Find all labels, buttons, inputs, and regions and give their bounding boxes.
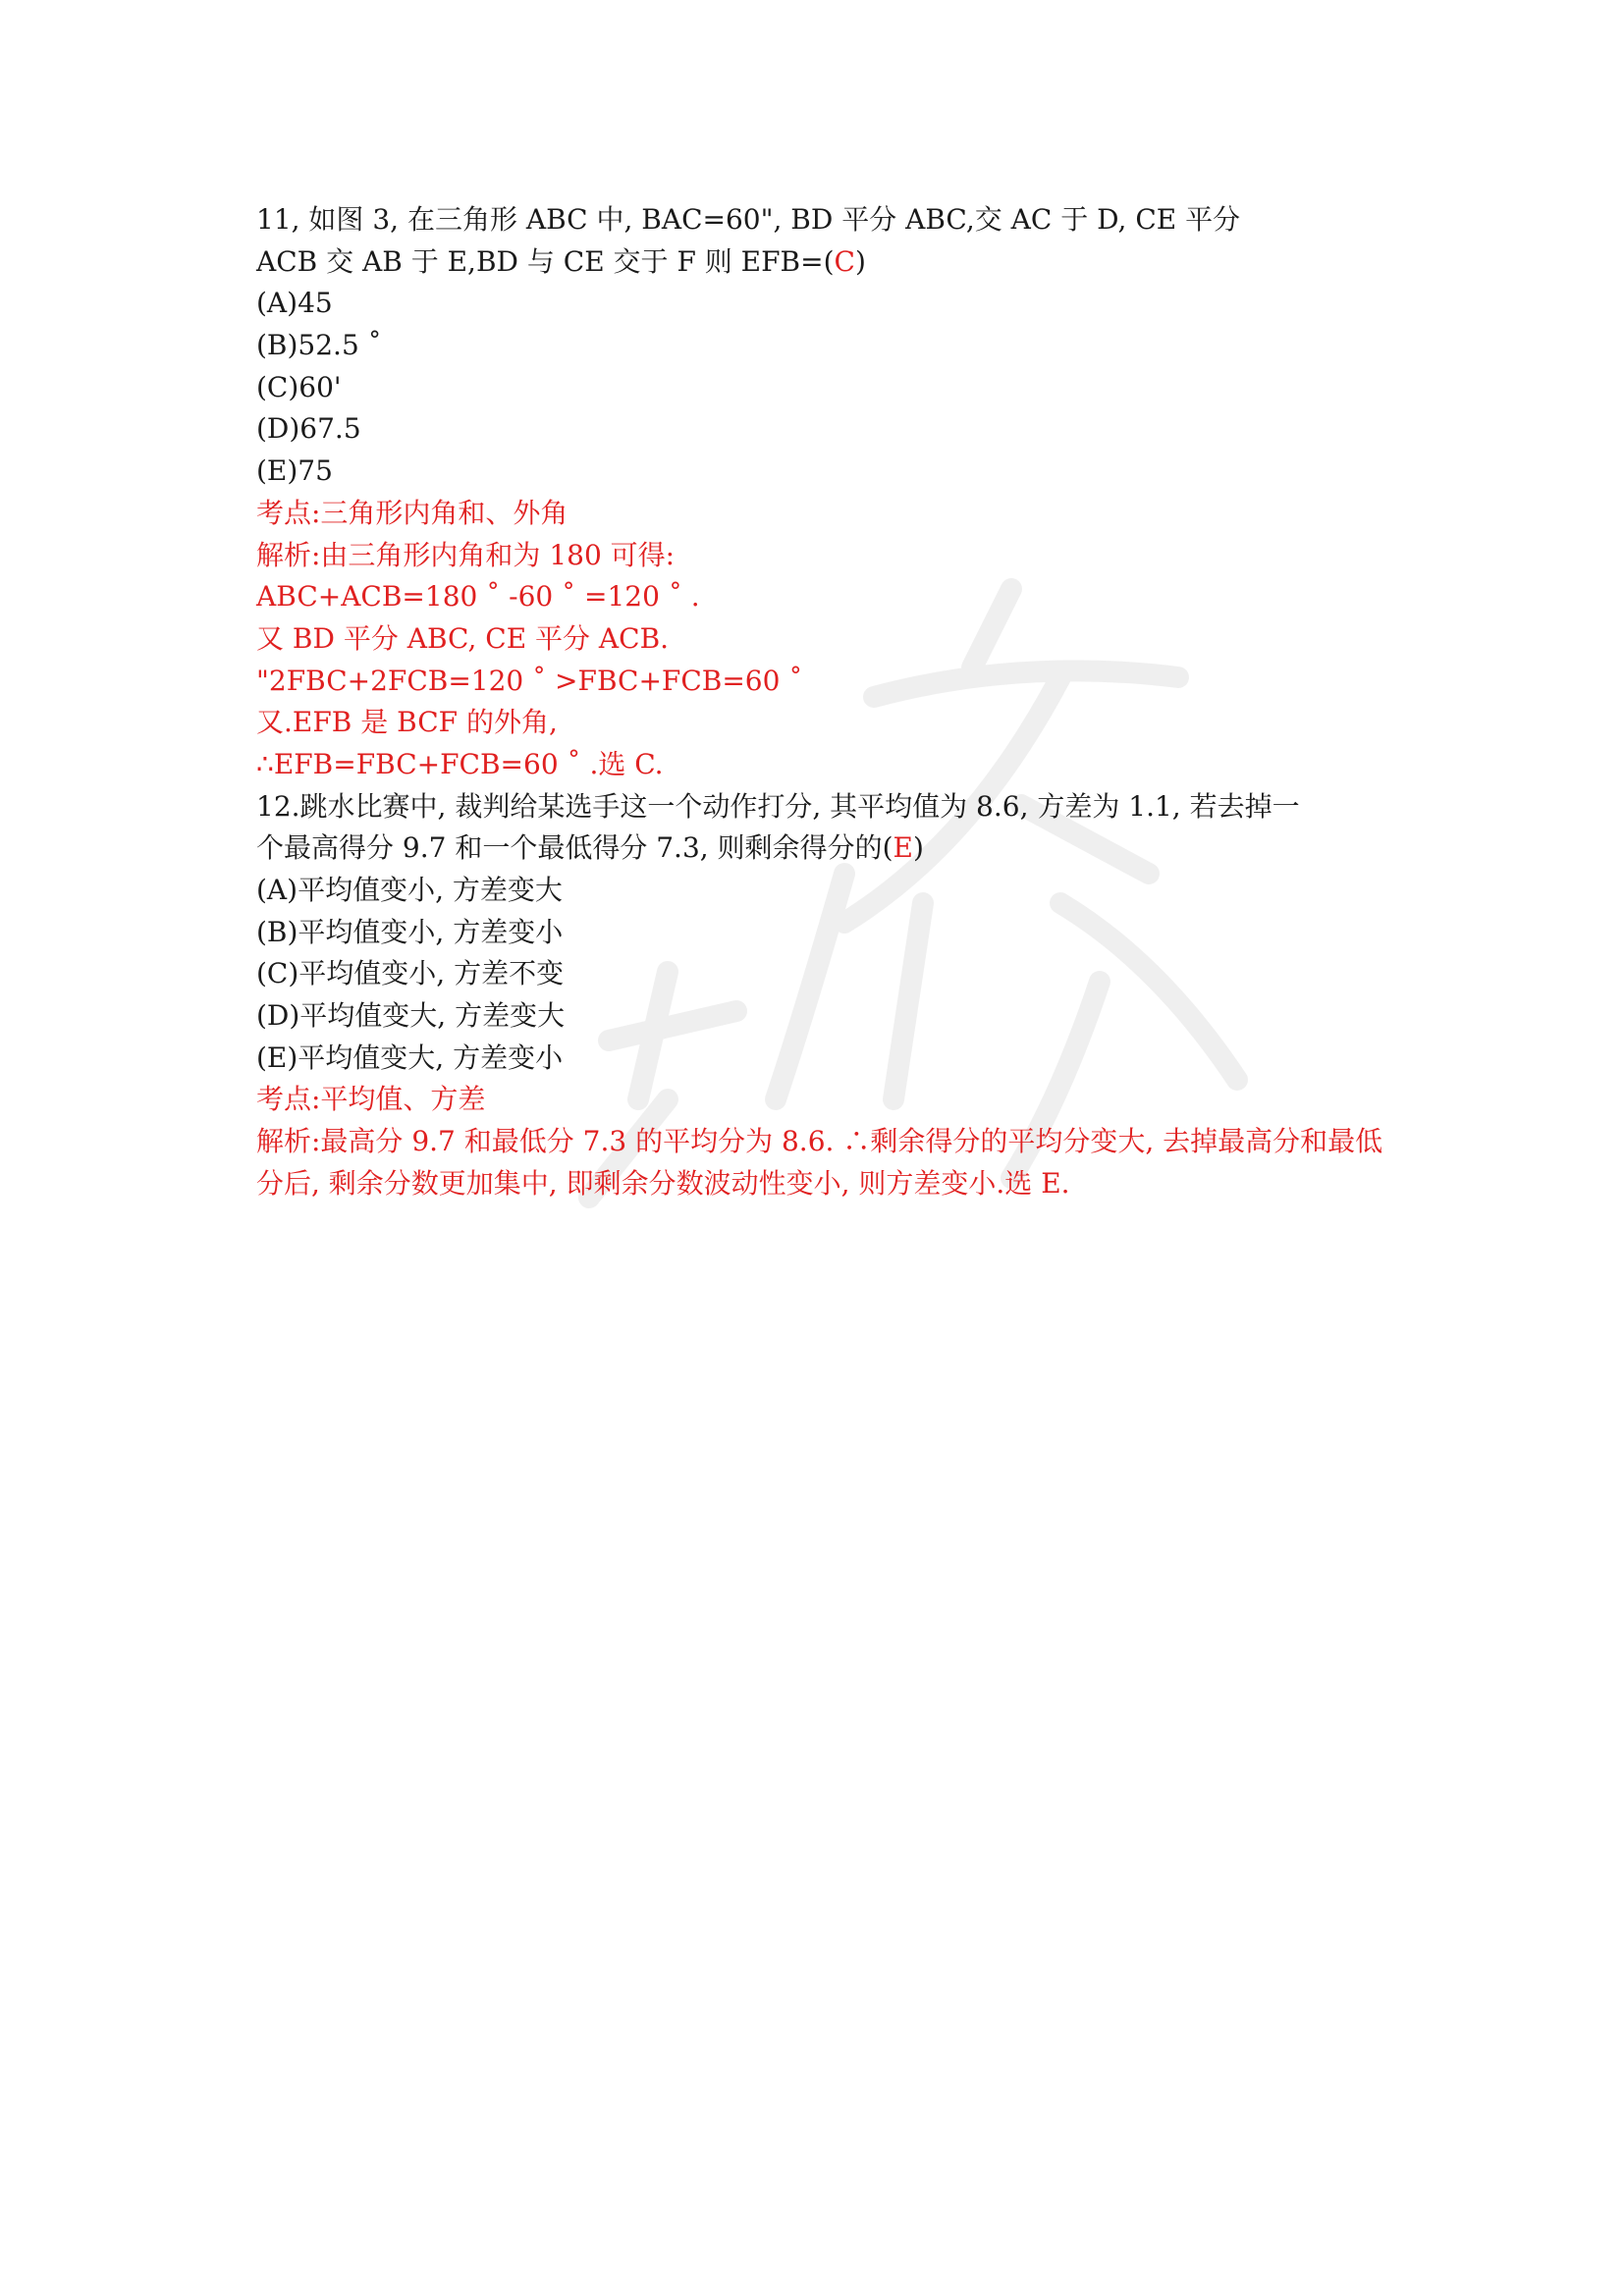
q12-option-c: (C)平均值变小, 方差不变: [256, 957, 565, 990]
question-12: [256, 786, 1385, 1205]
document-body: [256, 199, 1385, 1205]
question-11: [256, 199, 1385, 786]
q11-option-e: (E)75: [256, 454, 333, 488]
q12-stem-close: ): [912, 831, 924, 865]
q11-stem-text: ACB 交 AB 于 E,BD 与 CE 交于 F 则 EFB=(: [256, 244, 835, 278]
q12-answer: E: [893, 831, 913, 865]
q11-analysis-line-1: 解析:由三角形内角和为 180 可得:: [256, 538, 676, 571]
q12-stem-line-1: 12.跳水比赛中, 裁判给某选手这一个动作打分, 其平均值为 8.6, 方差为 1.1, 若去掉一: [256, 789, 1300, 823]
q12-option-b: (B)平均值变小, 方差变小: [256, 915, 564, 948]
q12-analysis-line-1: 解析:最高分 9.7 和最低分 7.3 的平均分为 8.6. ∴剩余得分的平均分变大, 去掉最高分和最低: [256, 1125, 1383, 1158]
q11-stem-close: ): [854, 244, 866, 278]
q11-option-b: (B)52.5 ˚: [256, 329, 382, 362]
q12-option-a: (A)平均值变小, 方差变大: [256, 874, 563, 906]
q11-analysis-line-2: ABC+ACB=180 ˚ -60 ˚ =120 ˚ .: [256, 580, 700, 614]
q11-answer: C: [834, 244, 855, 278]
q11-analysis-line-3: 又 BD 平分 ABC, CE 平分 ACB.: [256, 621, 670, 655]
q11-stem-line-2: [256, 241, 1385, 284]
q12-key-point: 考点:平均值、方差: [256, 1083, 486, 1116]
q11-stem-line-1: 11, 如图 3, 在三角形 ABC 中, BAC=60", BD 平分 ABC,交 AC 于 D, CE 平分: [256, 203, 1241, 236]
q11-option-d: (D)67.5: [256, 412, 361, 446]
q11-analysis-line-4: "2FBC+2FCB=120 ˚ >FBC+FCB=60 ˚: [256, 664, 803, 697]
q12-stem-text: 个最高得分 9.7 和一个最低得分 7.3, 则剩余得分的(: [256, 831, 893, 865]
q11-analysis-line-6: ∴EFB=FBC+FCB=60 ˚ .选 C.: [256, 747, 664, 780]
q12-stem-line-2: [256, 828, 1385, 870]
q11-option-a: (A)45: [256, 287, 333, 320]
q12-analysis-line-2: 分后, 剩余分数更加集中, 即剩余分数波动性变小, 则方差变小.选 E.: [256, 1166, 1070, 1200]
q11-key-point: 考点:三角形内角和、外角: [256, 496, 568, 529]
q12-option-d: (D)平均值变大, 方差变大: [256, 999, 566, 1033]
q11-analysis-line-5: 又.EFB 是 BCF 的外角,: [256, 706, 558, 739]
q11-option-c: (C)60': [256, 370, 342, 403]
q12-option-e: (E)平均值变大, 方差变小: [256, 1041, 564, 1074]
